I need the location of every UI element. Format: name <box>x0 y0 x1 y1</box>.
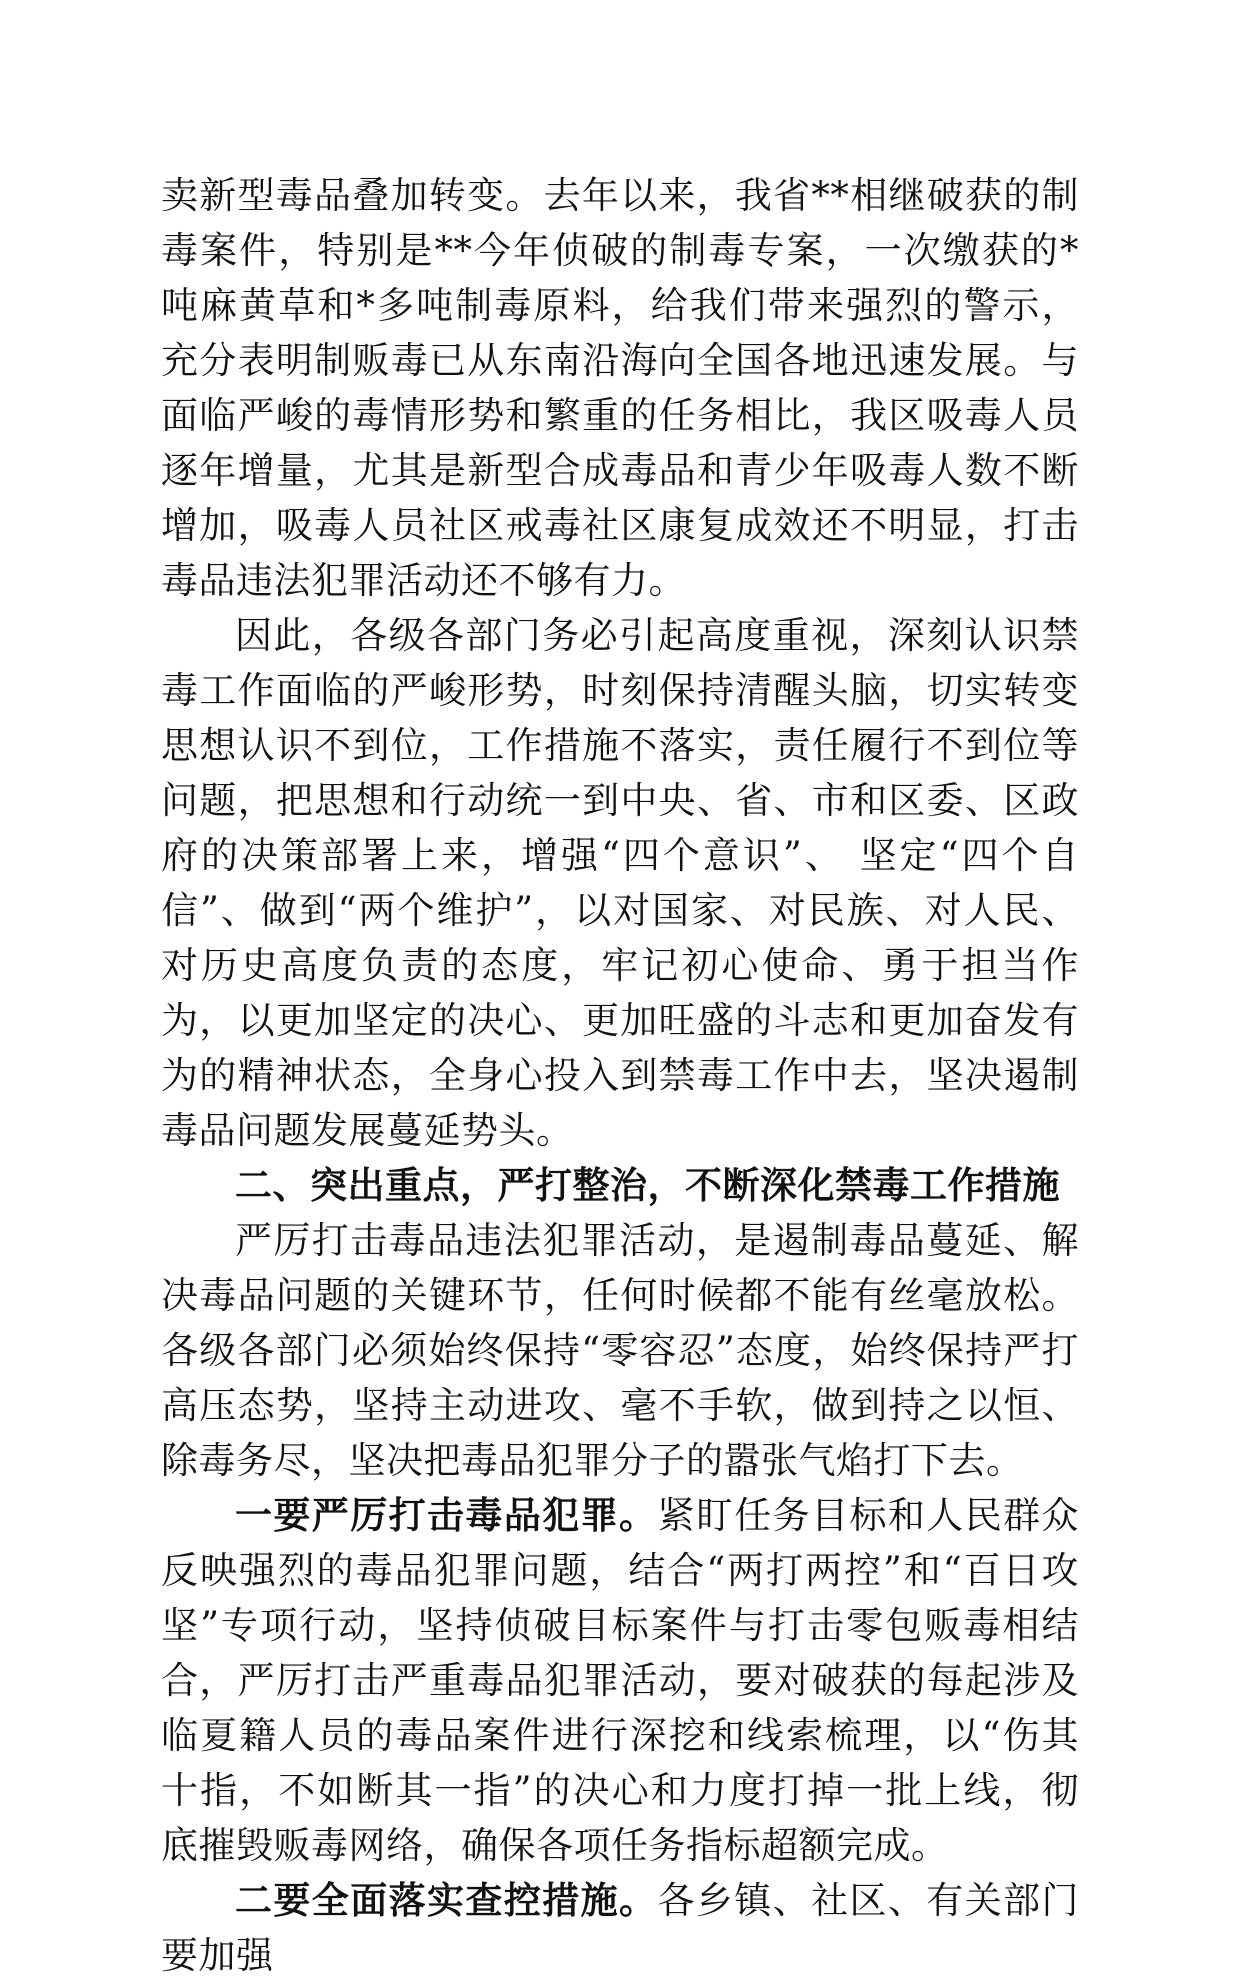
point-one-body: 紧盯任务目标和人民群众反映强烈的毒品犯罪问题，结合“两打两控”和“百日攻坚”专项行动，坚持侦破目标案件与打击零包贩毒相结合，严厉打击严重毒品犯罪活动，要对破获的每起涉及临夏籍人员的毒品案件进行深挖和线索梳理，以“伤其十指，不如断其一指”的决心和力度打掉一批上线，彻底摧毁贩毒网络，确保各项任务指标超额完成。 <box>161 1494 1080 1867</box>
paragraph-point-two <box>161 1873 1079 1983</box>
paragraph-continuation: 卖新型毒品叠加转变。去年以来，我省**相继破获的制毒案件，特别是**今年侦破的制毒专案，一次缴获的*吨麻黄草和*多吨制毒原料，给我们带来强烈的警示，充分表明制贩毒已从东南沿海向全国各地迅速发展。与面临严峻的毒情形势和繁重的任务相比，我区吸毒人员逐年增量，尤其是新型合成毒品和青少年吸毒人数不断增加，吸毒人员社区戒毒社区康复成效还不明显，打击毒品违法犯罪活动还不够有力。 <box>161 174 1079 602</box>
paragraph-awareness: 因此，各级各部门务必引起高度重视，深刻认识禁毒工作面临的严峻形势，时刻保持清醒头脑，切实转变思想认识不到位，工作措施不落实，责任履行不到位等问题，把思想和行动统一到中央、省、市和区委、区政府的决策部署上来，增强“四个意识”、 坚定“四个自信”、做到“两个维护”，以对国家、对民族、对人民、对历史高度负责的态度，牢记初心使命、勇于担当作为，以更加坚定的决心、更加旺盛的斗志和更加奋发有为的精神状态，全身心投入到禁毒工作中去，坚决遏制毒品问题发展蔓延势头。 <box>161 614 1079 1152</box>
paragraph-point-one <box>161 1488 1079 1873</box>
section-heading-two: 二、突出重点，严打整治，不断深化禁毒工作措施 <box>235 1163 1060 1207</box>
point-two-lead: 二要全面落实查控措施。 <box>235 1878 658 1922</box>
paragraph-crackdown-intro: 严厉打击毒品违法犯罪活动，是遏制毒品蔓延、解决毒品问题的关键环节，任何时候都不能有丝毫放松。各级各部门必须始终保持“零容忍”态度，始终保持严打高压态势，坚持主动进攻、毫不手软，做到持之以恒、除毒务尽，坚决把毒品犯罪分子的嚣张气焰打下去。 <box>161 1219 1079 1482</box>
point-one-lead: 一要严厉打击毒品犯罪。 <box>235 1493 658 1537</box>
document-body <box>161 168 1079 1983</box>
point-two-body: 各乡镇、社区、有关部门要加强 <box>161 1879 1080 1977</box>
